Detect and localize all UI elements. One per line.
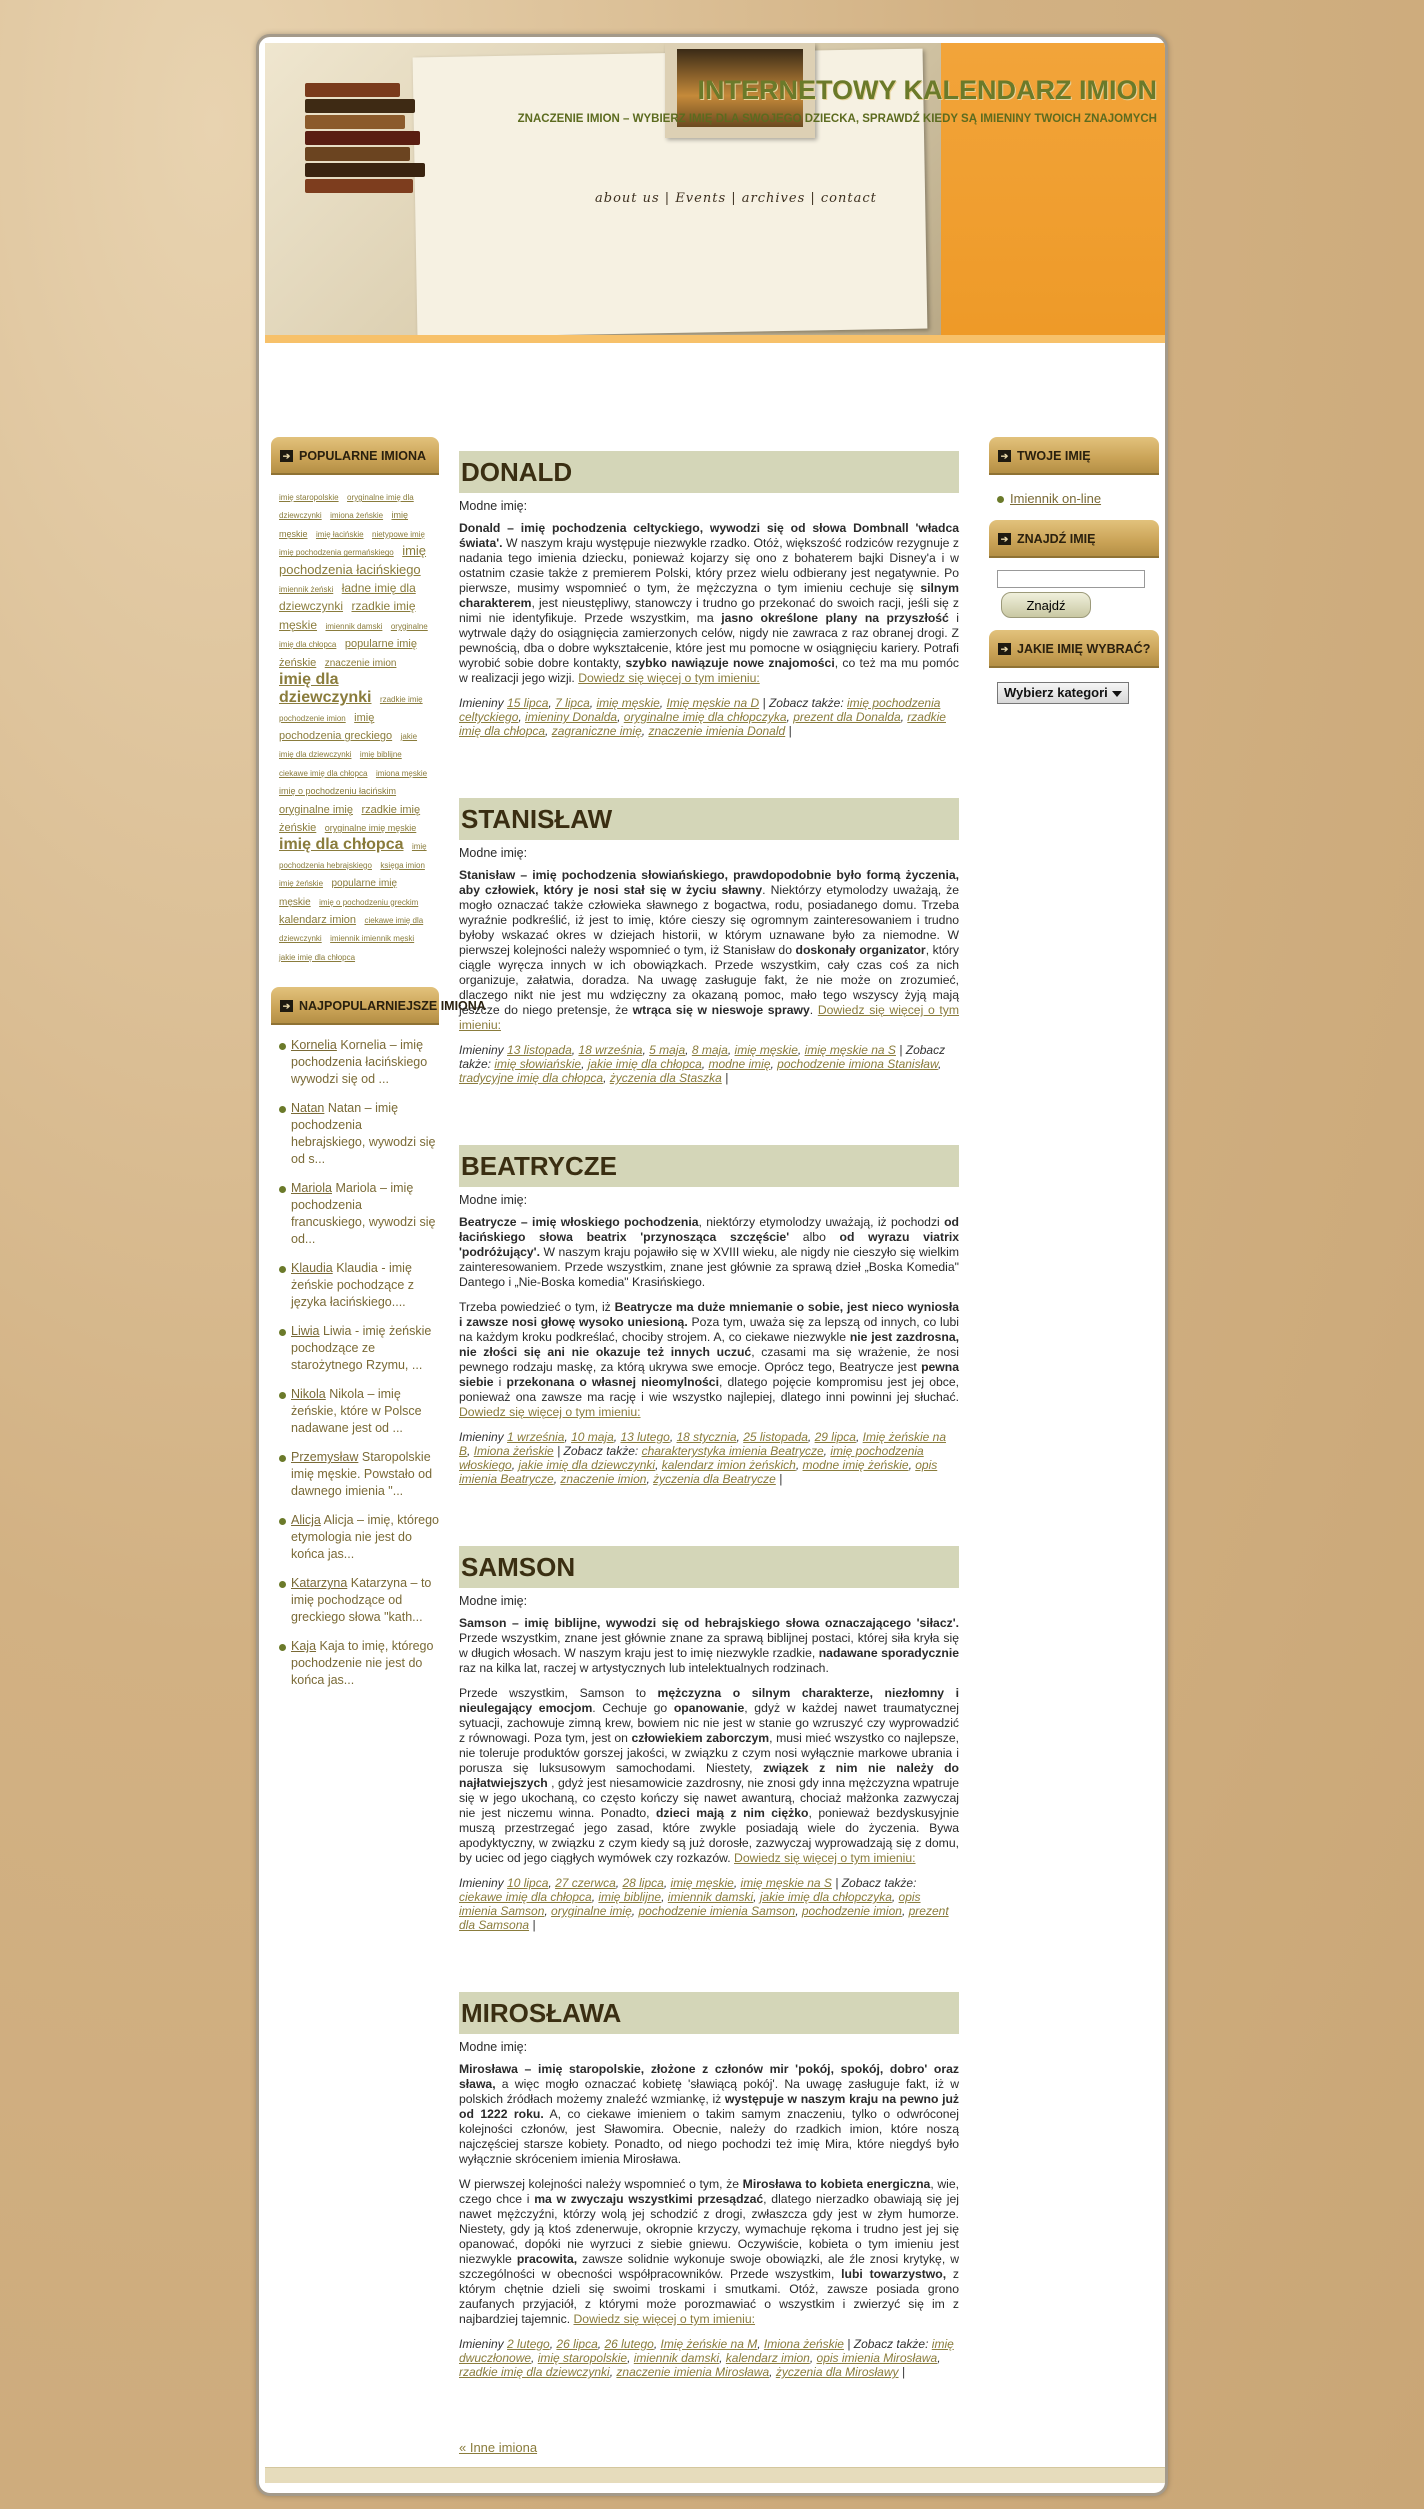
text-run: Poza tym, uważa się za lepszą od innych, co lubi na każdym kroku podkreślać, chociby strojem. A, co ciekawe niezwykle: [459, 1315, 959, 1344]
date-tag-link[interactable]: 26 lutego: [604, 2337, 654, 2351]
post-tag-link[interactable]: pochodzenie imion: [801, 1904, 902, 1918]
post-tag-link[interactable]: imię staropolskie: [537, 2351, 628, 2365]
post-meta: Imieniny 1 września, 10 maja, 13 lutego, 18 stycznia, 25 listopada, 29 lipca, Imię żeńskie na B, Imiona żeńskie | Zobacz także: charakterystyka imienia Beatrycze, imię pochodzenia włoskiego, jakie imię dla dziewczynki, kalendarz imion żeńskich, modne imię żeńskie, opis imienia Beatrycze, znaczenie imion, życzenia dla Beatrycze |: [459, 1430, 947, 1486]
date-tag-link[interactable]: imię męskie: [734, 1043, 798, 1057]
post: [459, 798, 959, 1085]
post-subtitle: Modne imię:: [459, 499, 528, 513]
post-paragraph: [459, 1616, 959, 1676]
widget-title-most-popular-names: ➔ NAJPOPULARNIEJSZE IMIONA: [271, 987, 439, 1025]
see-also-label: Zobacz także:: [841, 1876, 917, 1890]
post: [459, 451, 959, 738]
page-container: [256, 34, 1168, 2496]
post-paragraph: [459, 2177, 959, 2327]
text-run: z którym chętnie dzieli się swoimi troskami i smutkami. Otóż, zawsze posiada grono zaufanych przyjaciół, z którymi może porozmawiać o wszystkim i zwierzyć się im z najbardziej tajemnic.: [459, 2267, 960, 2326]
imieniny-label: Imieniny: [459, 1876, 504, 1890]
post-tag-link[interactable]: imiennik damski: [667, 1890, 754, 1904]
date-tag-link[interactable]: 25 listopada: [743, 1430, 808, 1444]
post-tag-link[interactable]: rzadkie imię dla dziewczynki: [459, 2365, 610, 2379]
tag-link[interactable]: rzadkie imię męskie: [279, 599, 416, 632]
imiennik-online-link[interactable]: Imiennik on-line: [1010, 491, 1102, 506]
popular-name-excerpt: Liwia - imię żeńskie pochodzące ze starożytnego Rzymu, ...: [291, 1324, 432, 1373]
tag-link[interactable]: imię pochodzenia greckiego: [279, 711, 393, 743]
popular-name-excerpt: Alicja – imię, którego etymologia nie jest do końca jas...: [291, 1513, 439, 1562]
read-more-link[interactable]: Dowiedz się więcej o tym imieniu:: [459, 1003, 960, 1032]
text-run: występuje w naszym kraju na pewno już od 1222 roku.: [459, 2092, 959, 2121]
text-run: nie jest zazdrosna, nie złości się ani nie okazuje też innych uczuć: [459, 1330, 959, 1359]
tag-link[interactable]: ciekawe imię dla dziewczynki: [279, 915, 424, 944]
date-tag-link[interactable]: imię męskie: [670, 1876, 734, 1890]
text-run: W naszym kraju występuje niezwykle rzadko. Otóż, większość rodziców rezygnuje z nadania tego imienia dziecku, ponieważ kojarzy się ono z bohaterem bajki Disney'a i w ostatnim czasie także z premierem Polski, który przez wielu odbierany jest negatywnie. Po pierwsze, musimy wspomnieć o tym, że mężczyzna o tym imieniu cechuje się: [459, 536, 959, 595]
imieniny-label: Imieniny: [459, 2337, 504, 2351]
date-tag-link[interactable]: 15 lipca: [507, 696, 549, 710]
post-tag-link[interactable]: jakie imię dla chłopca: [587, 1057, 702, 1071]
post-tag-link[interactable]: imię pochodzenia celtyckiego: [459, 696, 941, 724]
post-tag-link[interactable]: jakie imię dla chłopczyka: [759, 1890, 892, 1904]
tag-link[interactable]: rzadkie imię: [379, 695, 423, 705]
post-tag-link[interactable]: kalendarz imion: [725, 2351, 810, 2365]
text-run: W pierwszej kolejności należy wspomnieć o tym, że: [459, 2177, 743, 2191]
popular-name-excerpt: Mariola – imię pochodzenia francuskiego, wywodzi się od...: [291, 1181, 436, 1247]
post-tag-link[interactable]: prezent dla Donalda: [793, 710, 901, 724]
widget-title-which-name: ➔ JAKIE IMIĘ WYBRAĆ?: [989, 630, 1159, 668]
date-tag-link[interactable]: 1 września: [507, 1430, 565, 1444]
post-tag-link[interactable]: życzenia dla Mirosławy: [775, 2365, 899, 2379]
date-tag-link[interactable]: Imiona żeńskie: [763, 2337, 844, 2351]
text-run: wtrąca się w nieswoje sprawy: [632, 1003, 810, 1017]
post-tag-link[interactable]: rzadkie imię dla chłopca: [459, 710, 946, 738]
text-run: nadawane sporadycznie: [818, 1646, 959, 1660]
widget-title-your-name: ➔ TWOJE IMIĘ: [989, 437, 1159, 475]
date-tag-link[interactable]: 26 lipca: [556, 2337, 598, 2351]
category-select[interactable]: Wybierz kategori: [997, 682, 1129, 704]
tag-link[interactable]: rzadkie imię żeńskie: [279, 803, 421, 835]
date-tag-link[interactable]: 13 lutego: [620, 1430, 670, 1444]
post-tag-link[interactable]: imię słowiańskie: [494, 1057, 582, 1071]
text-run: silnym charakterem: [459, 581, 959, 610]
post-tag-link[interactable]: modne imię żeńskie: [802, 1458, 909, 1472]
post-paragraph: [459, 868, 959, 1033]
text-run: od wyrazu viatrix 'podróżujący'.: [459, 1230, 959, 1259]
tag-link[interactable]: popularne imię męskie: [279, 878, 398, 908]
popular-name-excerpt: Natan – imię pochodzenia hebrajskiego, wywodzi się od s...: [291, 1101, 436, 1167]
date-tag-link[interactable]: imię męskie: [596, 696, 660, 710]
text-run: i: [493, 1375, 507, 1389]
tag-link[interactable]: imię o pochodzeniu greckim: [319, 897, 419, 907]
popular-name-excerpt: Kornelia – imię pochodzenia łacińskiego wywodzi się od ...: [291, 1038, 428, 1087]
post-tag-link[interactable]: opis imienia Mirosława: [816, 2351, 938, 2365]
text-run: , jest nieustępliwy, stanowczy i trudno go przekonać do swoich racji, jeśli się z nimi nie identyfikuje. Przede wszystkim, ma: [459, 596, 959, 625]
popular-name-item: [279, 1386, 439, 1437]
tag-link[interactable]: jakie imię dla chłopca: [279, 952, 356, 962]
post-paragraph: [459, 1300, 959, 1420]
see-also-label: Zobacz także:: [768, 696, 844, 710]
text-run: Mirosława to kobieta energiczna: [742, 2177, 931, 2191]
post-title[interactable]: BEATRYCZE: [459, 1145, 959, 1187]
post-tag-link[interactable]: znaczenie imienia Mirosława: [616, 2365, 770, 2379]
post-meta: Imieniny 2 lutego, 26 lipca, 26 lutego, Imię żeńskie na M, Imiona żeńskie | Zobacz także: imię dwuczłonowe, imię staropolskie, imiennik damski, kalendarz imion, opis imienia Mirosława, rzadkie imię dla dziewczynki, znaczenie imienia Mirosława, życzenia dla Mirosławy |: [459, 2337, 954, 2379]
post-tag-link[interactable]: kalendarz imion żeńskich: [661, 1458, 796, 1472]
post-subtitle: Modne imię:: [459, 2040, 528, 2054]
tag-link[interactable]: imię dla dziewczynki: [279, 670, 372, 707]
post-tag-link[interactable]: opis imienia Beatrycze: [459, 1458, 938, 1486]
post-tag-link[interactable]: pochodzenie imienia Samson: [638, 1904, 796, 1918]
post-tag-link[interactable]: oryginalne imię: [551, 1904, 632, 1918]
tag-link[interactable]: imię biblijne: [359, 750, 402, 760]
popular-name-item: [279, 1100, 439, 1168]
tag-cloud: [271, 483, 439, 977]
popular-name-item: [279, 1260, 439, 1311]
popular-name-link[interactable]: Liwia: [291, 1324, 320, 1339]
tag-link[interactable]: imię pochodzenia germańskiego: [279, 548, 394, 558]
text-run: człowiekiem zaborczym: [631, 1731, 770, 1745]
post-tag-link[interactable]: imię dwuczłonowe: [459, 2337, 954, 2365]
post: [459, 1145, 959, 1486]
text-run: , który ciągle wyręcza innych w ich obowiązkach. Przede wszystkim, cały czas coś za nich organizuje, załatwia, doradza. Na uwagę zasługuje fakt, że nie może on zrozumieć, dlaczego nikt nie jest mu wdzięczny za okazaną pomoc, mało tego wszyscy żyją mają jeszcze do niego pretensje, że: [459, 943, 960, 1017]
category-widget: [989, 676, 1159, 714]
post-tag-link[interactable]: życzenia dla Beatrycze: [653, 1472, 776, 1486]
popular-name-link[interactable]: Przemysław: [291, 1450, 359, 1465]
text-run: opanowanie: [673, 1701, 745, 1715]
header: [265, 43, 1165, 343]
post-tag-link[interactable]: imieniny Donalda: [525, 710, 618, 724]
text-run: Beatrycze ma duże mniemanie o sobie, jest nieco wyniosła i zawsze nosi głowę wysoko uniesioną.: [459, 1300, 959, 1329]
text-run: doskonały organizator: [795, 943, 926, 957]
popular-name-excerpt: Klaudia - imię żeńskie pochodzące z języka łacińskiego....: [291, 1261, 414, 1310]
tag-link[interactable]: znaczenie imion: [324, 657, 397, 669]
header-nav-art: about us | Events | archives | contact: [595, 191, 877, 206]
text-run: , dlatego pojęcie kompromisu jest jej obce, ponieważ ona zawsze ma rację i wie wszystko najlepiej, dlatego inni powinni jej słuchać.: [459, 1375, 960, 1404]
text-run: zawsze solidnie wykonuje swoje obowiązki, ale źle znosi krytykę, w szczególności w obecności współpracowników. Przede wszystkim,: [459, 2252, 960, 2281]
tag-link[interactable]: imię żeńskie: [279, 879, 324, 889]
post-tag-link[interactable]: imiennik damski: [633, 2351, 720, 2365]
right-sidebar: [989, 437, 1159, 714]
text-run: , czasami ma się wrażenie, że nosi pewnego rodzaju maskę, za którą ukrywa swe emocje. Oprócz tego, Beatrycze jest: [459, 1345, 959, 1374]
text-run: . Cechuje go: [592, 1701, 674, 1715]
post: [459, 1992, 959, 2379]
popular-name-link[interactable]: Katarzyna: [291, 1576, 348, 1591]
tag-link[interactable]: imię pochodzenia łacińskiego: [279, 543, 427, 577]
post-subtitle: Modne imię:: [459, 1193, 528, 1207]
text-run: Mirosława – imię staropolskie, złożone z członów mir 'pokój, spokój, dobro' oraz sława,: [459, 2062, 959, 2091]
imieniny-label: Imieniny: [459, 696, 504, 710]
post-tag-link[interactable]: charakterystyka imienia Beatrycze: [641, 1444, 824, 1458]
text-run: , ponieważ bezdyskusyjnie muszą przestrzegać jego zasad, które zwykle posiadają wiele do życzenia. Bywa apodyktyczny, w związku z czym kiedy są już dorosłe, zazwyczaj wyprowadzają się z domu, by uciec od jego ciągłych wymówek czy rozkazów.: [459, 1806, 959, 1865]
date-tag-link[interactable]: Imiona żeńskie: [473, 1444, 554, 1458]
text-run: , wie, czego chce i: [459, 2177, 959, 2206]
post-tag-link[interactable]: modne imię: [708, 1057, 771, 1071]
tag-link[interactable]: imiona żeńskie: [330, 511, 384, 521]
widget-arrow-icon: ➔: [998, 643, 1011, 655]
date-tag-link[interactable]: 27 czerwca: [555, 1876, 616, 1890]
date-tag-link[interactable]: Imię męskie na D: [666, 696, 760, 710]
post-tag-link[interactable]: imię biblijne: [598, 1890, 662, 1904]
popular-names-list: [271, 1033, 439, 1689]
text-run: i wytrwale dąży do osiągnięcia zamierzonych celów, nigdy nie zawraca z raz obranej drogi. Z pewnością, dba o dobre wykształcenie, które jest mu pomocne w osiągnięciu kariery. Potrafi wyrobić sobie dobre kontakty,: [459, 611, 960, 670]
popular-name-excerpt: Katarzyna – to imię pochodzące od greckiego słowa "kath...: [291, 1576, 432, 1625]
text-run: Przede wszystkim, Samson to: [459, 1686, 658, 1700]
tag-link[interactable]: imiennik imiennik męski: [330, 934, 415, 944]
popular-name-link[interactable]: Mariola: [291, 1181, 332, 1196]
text-run: pracowita,: [516, 2252, 578, 2266]
text-run: , gdyż w każdej nawet traumatycznej sytuacji, zachowuje zimną krew, bowiem nic nie jest w stanie go wzruszyć czy wyprowadzić z równowagi. Poza tym, jest on: [459, 1701, 959, 1745]
date-tag-link[interactable]: 5 maja: [649, 1043, 686, 1057]
post-title[interactable]: DONALD: [459, 451, 959, 493]
tag-link[interactable]: imię pochodzenia hebrajskiego: [279, 842, 427, 870]
post-tag-link[interactable]: życzenia dla Staszka: [609, 1071, 722, 1085]
text-run: jasno określone plany na przyszłość: [721, 611, 949, 625]
post-tag-link[interactable]: ciekawe imię dla chłopca: [459, 1890, 592, 1904]
post-tag-link[interactable]: imię pochodzenia włoskiego: [459, 1444, 924, 1472]
tag-link[interactable]: imię łacińskie: [315, 529, 364, 539]
date-tag-link[interactable]: Imię żeńskie na B: [459, 1430, 947, 1458]
text-run: albo: [789, 1230, 840, 1244]
post-subtitle: Modne imię:: [459, 1594, 528, 1608]
see-also-label: Zobacz także:: [563, 1444, 639, 1458]
footer-bar: [265, 2467, 1165, 2483]
text-run: , niektórzy etymolodzy uważają, iż pochodzi: [698, 1215, 945, 1229]
text-run: A, co ciekawe imieniem o takim samym znaczeniu, tylko o odwróconej kolejności członów, jest Sławomira. Obecnie, należy do rzadkich imion, które noszą najczęściej starsze kobiety. Ponadto, od niego pochodzi też imię Mira, które niegdyś było wyłącznie skróceniem imienia Mirosława.: [459, 2107, 959, 2166]
popular-name-link[interactable]: Natan: [291, 1101, 325, 1116]
text-run: a więc mogło oznaczać kobietę 'sławiącą pokój'. Na uwagę zasługuje fakt, iż w polskich źródłach możemy znaleźć wzmiankę, iż: [459, 2077, 959, 2106]
tag-link[interactable]: pochodzenie imion: [279, 713, 346, 723]
tag-link[interactable]: nietypowe imię: [372, 529, 425, 539]
popular-name-item: [279, 1512, 439, 1563]
popular-name-item: [279, 1323, 439, 1374]
main-content: [459, 451, 959, 2457]
text-run: W naszym kraju pojawiło się w XVIII wieku, ale nigdy nie cieszyło się wielkim zainteresowaniem. Przede wszystkim, znane jest głównie za sprawą dzieł „Boska Komedia" Dantego i „Nie-Boska komedia" Krasińskiego.: [459, 1245, 959, 1289]
post-title[interactable]: MIROSŁAWA: [459, 1992, 959, 2034]
post: [459, 1546, 959, 1932]
popular-name-link[interactable]: Nikola: [291, 1387, 326, 1402]
tag-link[interactable]: imię dla chłopca: [279, 836, 404, 854]
widget-arrow-icon: ➔: [998, 533, 1011, 545]
post-tag-link[interactable]: oryginalne imię dla chłopczyka: [623, 710, 787, 724]
post-subtitle: Modne imię:: [459, 846, 528, 860]
tag-link[interactable]: kalendarz imion: [279, 913, 357, 926]
date-tag-link[interactable]: 10 lipca: [507, 1876, 549, 1890]
see-also-label: Zobacz także:: [853, 2337, 929, 2351]
text-run: Stanisław – imię pochodzenia słowiańskiego, prawdopodobnie było formą życzenia, aby człowiek, który je nosi stał się w życiu sławny: [459, 868, 959, 897]
post-tag-link[interactable]: jakie imię dla dziewczynki: [518, 1458, 656, 1472]
date-tag-link[interactable]: 8 maja: [691, 1043, 728, 1057]
post-tag-link[interactable]: prezent dla Samsona: [459, 1904, 949, 1932]
widget-arrow-icon: ➔: [280, 1000, 293, 1012]
text-run: Donald – imię pochodzenia celtyckiego, wywodzi się od słowa Dombnall 'władca świata'.: [459, 521, 959, 550]
text-run: .: [809, 1003, 814, 1017]
search-button[interactable]: Znajdź: [1001, 592, 1091, 618]
post-tag-link[interactable]: opis imienia Samson: [459, 1890, 921, 1918]
imieniny-label: Imieniny: [459, 1043, 504, 1057]
tag-link[interactable]: imię męskie: [279, 510, 409, 539]
post-tag-link[interactable]: tradycyjne imię dla chłopca: [459, 1071, 604, 1085]
search-input[interactable]: [997, 570, 1145, 588]
widget-arrow-icon: ➔: [998, 450, 1011, 462]
text-run: Trzeba powiedzieć o tym, iż: [459, 1300, 615, 1314]
tag-link[interactable]: imię o pochodzeniu łacińskim: [279, 786, 397, 797]
post-title[interactable]: STANISŁAW: [459, 798, 959, 840]
date-tag-link[interactable]: 18 września: [578, 1043, 643, 1057]
tag-link[interactable]: imiennik damski: [325, 621, 383, 631]
text-run: od łacińskiego słowa beatrix 'przynosząca szczęście': [459, 1215, 959, 1244]
tag-link[interactable]: księga imion: [380, 860, 425, 870]
text-run: pewna siebie: [459, 1360, 959, 1389]
tag-link[interactable]: ładne imię dla dziewczynki: [279, 580, 416, 614]
tag-link[interactable]: oryginalne imię: [279, 803, 353, 816]
tag-link[interactable]: oryginalne imię dla dziewczynki: [279, 493, 414, 521]
text-run: mężczyzna o silnym charakterze, niezłomny i nieulegający emocjom: [459, 1686, 960, 1715]
site-description: ZNACZENIE IMION – WYBIERZ IMIĘ DLA SWOJEGO DZIECKA, SPRAWDŹ KIEDY SĄ IMIENINY TWOICH ZNAJOMYCH: [517, 113, 1157, 125]
post-tag-link[interactable]: znaczenie imion: [560, 1472, 647, 1486]
text-run: , co też ma mu pomóc w realizacji jego wizji.: [459, 656, 959, 685]
popular-name-item: [279, 1575, 439, 1626]
text-run: dzieci mają z nim ciężko: [655, 1806, 809, 1820]
post-tag-link[interactable]: pochodzenie imiona Stanisław: [777, 1057, 938, 1071]
popular-name-item: [279, 1180, 439, 1248]
widget-arrow-icon: ➔: [280, 450, 293, 462]
text-run: Przede wszystkim, znane jest głównie znane za sprawą biblijnej postaci, której siła kryła się w długich włosach. W naszym kraju jest to imię niezwykle rzadkie,: [459, 1631, 959, 1660]
widget-title-popular-names: ➔ POPULARNE IMIONA: [271, 437, 439, 475]
post-paragraph: [459, 1686, 959, 1866]
text-run: ma w zwyczaju wszystkimi przesądzać: [534, 2192, 764, 2206]
read-more-link[interactable]: Dowiedz się więcej o tym imieniu:: [573, 2312, 756, 2326]
tag-link[interactable]: ciekawe imię dla chłopca: [279, 768, 368, 778]
popular-name-excerpt: Kaja to imię, którego pochodzenie nie jest do końca jas...: [291, 1639, 434, 1688]
tag-link[interactable]: imię staropolskie: [279, 493, 339, 502]
imiennik-online-item: [989, 483, 1159, 520]
text-run: raz na kilka lat, raczej w artystycznych lub intelektualnych rodzinach.: [459, 1661, 829, 1675]
read-more-link[interactable]: Dowiedz się więcej o tym imieniu:: [459, 1405, 641, 1419]
older-posts-link[interactable]: « Inne imiona: [459, 2440, 538, 2455]
text-run: lubi towarzystwo,: [841, 2267, 947, 2281]
date-tag-link[interactable]: imię męskie na S: [740, 1876, 832, 1890]
read-more-link[interactable]: Dowiedz się więcej o tym imieniu:: [578, 671, 760, 685]
text-run: , gdyż jest niesamowicie zazdrosny, nie znosi gdy inna mężczyzna wpatruje się w jego ukochaną, co często kończy się nawet awanturą, chociaż małżonka zazwyczaj nie jest niczemu winna. Ponadto,: [459, 1776, 959, 1820]
bullet-icon: [997, 496, 1004, 503]
widget-title-find-name: ➔ ZNAJDŹ IMIĘ: [989, 520, 1159, 558]
date-tag-link[interactable]: 10 maja: [571, 1430, 614, 1444]
date-tag-link[interactable]: 29 lipca: [814, 1430, 856, 1444]
popular-name-excerpt: Staropolskie imię męskie. Powstało od dawnego imienia "...: [291, 1450, 433, 1499]
date-tag-link[interactable]: 7 lipca: [555, 696, 590, 710]
popular-name-item: [279, 1449, 439, 1500]
text-run: przekonana o własnej nieomylności: [506, 1375, 719, 1389]
post-paragraph: [459, 2062, 959, 2167]
tag-link[interactable]: oryginalne imię męskie: [324, 823, 417, 834]
read-more-link[interactable]: Dowiedz się więcej o tym imieniu:: [734, 1851, 916, 1865]
tag-link[interactable]: jakie imię dla dziewczynki: [279, 732, 418, 760]
post-tag-link[interactable]: znaczenie imienia Donald: [648, 724, 786, 738]
post-title[interactable]: SAMSON: [459, 1546, 959, 1588]
tag-link[interactable]: imiona męskie: [375, 768, 428, 778]
popular-name-item: [279, 1037, 439, 1088]
see-also-label: Zobacz także:: [459, 1043, 946, 1071]
post-tag-link[interactable]: zagraniczne imię: [551, 724, 642, 738]
post-paragraph: [459, 1215, 959, 1290]
date-tag-link[interactable]: imię męskie na S: [804, 1043, 896, 1057]
date-tag-link[interactable]: 28 lipca: [622, 1876, 664, 1890]
post-meta: Imieniny 15 lipca, 7 lipca, imię męskie, Imię męskie na D | Zobacz także: imię pochodzenia celtyckiego, imieniny Donalda, oryginalne imię dla chłopczyka, prezent dla Donalda, rzadkie imię dla chłopca, zagraniczne imię, znaczenie imienia Donald |: [459, 696, 946, 738]
popular-name-link[interactable]: Kaja: [291, 1639, 317, 1654]
post-meta: Imieniny 13 listopada, 18 września, 5 maja, 8 maja, imię męskie, imię męskie na S | Zobacz także: imię słowiańskie, jakie imię dla chłopca, modne imię, pochodzenie imiona Stanisław, tradycyjne imię dla chłopca, życzenia dla Staszka |: [459, 1043, 946, 1085]
imieniny-label: Imieniny: [459, 1430, 504, 1444]
text-run: , musi mieć wszystko co najlepsze, nie toleruje produktów gorszej jakości, w związku z czym nosi wyłącznie markowe ubrania i porusza się luksusowym samochodami. Niestety,: [459, 1731, 959, 1775]
text-run: szybko nawiązuje nowe znajomości: [625, 656, 835, 670]
post-meta: Imieniny 10 lipca, 27 czerwca, 28 lipca, imię męskie, imię męskie na S | Zobacz także: ciekawe imię dla chłopca, imię biblijne, imiennik damski, jakie imię dla chłopczyka, opis imienia Samson, oryginalne imię, pochodzenie imienia Samson, pochodzenie imion, prezent dla Samsona |: [459, 1876, 949, 1932]
site-title[interactable]: INTERNETOWY KALENDARZ IMION: [697, 75, 1157, 105]
popular-name-excerpt: Nikola – imię żeńskie, które w Polsce nadawane jest od ...: [291, 1387, 422, 1436]
date-tag-link[interactable]: 18 stycznia: [676, 1430, 737, 1444]
tag-link[interactable]: imiennik żeński: [279, 584, 334, 594]
date-tag-link[interactable]: 2 lutego: [507, 2337, 550, 2351]
tag-link[interactable]: oryginalne imię dla chłopca: [279, 621, 428, 650]
text-run: związek z nim nie należy do najłatwiejszych: [459, 1761, 959, 1790]
search-form: [989, 566, 1159, 630]
text-run: . Niektórzy etymolodzy uważają, że mogło oznaczać także człowieka sławnego z bogactwa, rodu, posiadanego domu. Trzeba wyraźnie podkreślić, iż jest to imię, które cieszy się ogromnym zainteresowaniem i trudno byłoby wskazać okres w dziejach historii, w którym uznawane było za niemodne. W pierwszej kolejności należy wspomnieć o tym, iż Stanisław do: [459, 883, 959, 957]
popular-name-link[interactable]: Kornelia: [291, 1038, 337, 1053]
date-tag-link[interactable]: Imię żeńskie na M: [660, 2337, 758, 2351]
text-run: Samson – imię biblijne, wywodzi się od hebrajskiego słowa oznaczającego 'siłacz'.: [459, 1616, 959, 1630]
text-run: Beatrycze – imię włoskiego pochodzenia: [459, 1215, 699, 1229]
date-tag-link[interactable]: 13 listopada: [507, 1043, 572, 1057]
tag-link[interactable]: popularne imię żeńskie: [279, 638, 417, 669]
post-paragraph: [459, 521, 959, 686]
popular-name-link[interactable]: Klaudia: [291, 1261, 333, 1276]
popular-name-link[interactable]: Alicja: [291, 1513, 321, 1528]
text-run: , dlatego nierzadko obawiają się jej nawet mężczyźni, którzy wolą jej schodzić z drogi, zwłaszcza gdy jest w złym humorze. Niestety, gdy ją ktoś zdenerwuje, okropnie krzyczy, wymachuje rękoma i trudno jest jej się opanować, dopóki nie wyrzuci z siebie gniewu. Oczywiście, kobieta o tym imieniu jest niezwykle: [459, 2192, 959, 2266]
popular-name-item: [279, 1638, 439, 1689]
